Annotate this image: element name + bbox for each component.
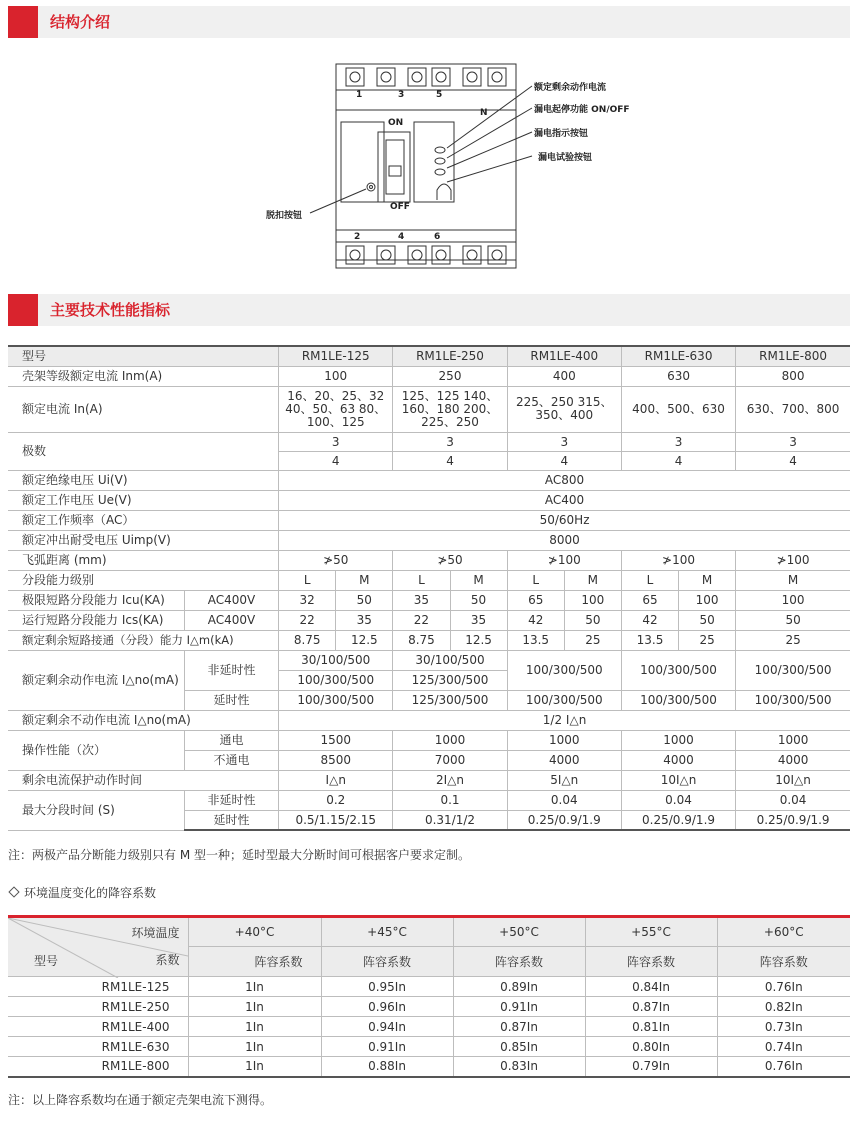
cell: 35: [336, 610, 393, 630]
section-header-structure: [8, 6, 850, 38]
table-row: [8, 1037, 850, 1057]
cell: 4: [621, 451, 735, 470]
cell: 0.81In: [585, 1017, 717, 1037]
terminal-label-1: 1: [356, 90, 363, 100]
cell: L: [507, 570, 564, 590]
row-label: 额定冲出耐受电压 Uimp(V): [8, 530, 279, 550]
cell: 通电: [184, 730, 278, 750]
callout-rated-residual: 额定剩余动作电流: [534, 83, 607, 93]
cell: M: [564, 570, 621, 590]
temp-label: 环境温度: [131, 926, 180, 940]
cell: 25: [564, 630, 621, 650]
row-label: 极限短路分段能力 Icu(KA): [8, 590, 184, 610]
cell: 630、700、800: [736, 386, 850, 432]
header-model-400: RM1LE-400: [507, 346, 621, 366]
table-row: [8, 590, 850, 610]
header-model-125: RM1LE-125: [279, 346, 393, 366]
table-row: [8, 366, 850, 386]
row-label: 壳架等级额定电流 Inm(A): [8, 366, 279, 386]
cell: 8500: [279, 750, 393, 770]
row-label: 最大分段时间 (S): [8, 790, 184, 830]
cell: 1000: [507, 730, 621, 750]
cell: 400、500、630: [621, 386, 735, 432]
header-model-250: RM1LE-250: [393, 346, 507, 366]
cell: AC400: [279, 490, 850, 510]
cell: 0.04: [507, 790, 621, 810]
cell: 65: [507, 590, 564, 610]
cell: 2I△n: [393, 770, 507, 790]
header-model-630: RM1LE-630: [621, 346, 735, 366]
terminal-label-6: 6: [434, 232, 441, 242]
cell: 1In: [188, 997, 321, 1017]
cell: 10I△n: [621, 770, 735, 790]
cell: ≯100: [621, 550, 735, 570]
subhead: 阵容系数: [585, 947, 717, 977]
cell: AC400V: [184, 590, 278, 610]
table-row: [8, 730, 850, 750]
cell: 8.75: [393, 630, 450, 650]
cell: ≯100: [736, 550, 850, 570]
row-label: 分段能力级别: [8, 570, 279, 590]
cell: 16、20、25、32 40、50、63 80、100、125: [279, 386, 393, 432]
table-row: [8, 790, 850, 810]
cell: 0.96In: [321, 997, 453, 1017]
row-label: 额定绝缘电压 Ui(V): [8, 470, 279, 490]
cell: 0.84In: [585, 977, 717, 997]
cell: 0.2: [279, 790, 393, 810]
cell: 0.76In: [717, 977, 850, 997]
cell: 250: [393, 366, 507, 386]
table-row: [8, 570, 850, 590]
derate-title: 环境温度变化的降容系数: [24, 886, 157, 900]
table-row: [8, 510, 850, 530]
breaker-drawing: [0, 50, 850, 290]
cell: ≯50: [393, 550, 507, 570]
cell: 3: [507, 432, 621, 451]
cell: 1/2 I△n: [279, 710, 850, 730]
section-title: 结构介绍: [50, 13, 111, 31]
table-row: [8, 997, 850, 1017]
cell: L: [393, 570, 450, 590]
cell: 0.91In: [321, 1037, 453, 1057]
cell: 4: [279, 451, 393, 470]
subhead: 阵容系数: [717, 947, 850, 977]
cell: 125、125 140、160、180 200、225、250: [393, 386, 507, 432]
cell: 0.73In: [717, 1017, 850, 1037]
callout-leak-onoff: 漏电起停功能 ON/OFF: [534, 105, 630, 115]
cell: 65: [621, 590, 678, 610]
cell: 125/300/500: [393, 690, 507, 710]
table-row: [8, 1017, 850, 1037]
cell: 1In: [188, 1037, 321, 1057]
cell: 630: [621, 366, 735, 386]
cell: 100: [736, 590, 850, 610]
cell: M: [450, 570, 507, 590]
subhead: 阵容系数: [453, 947, 585, 977]
cell: 1000: [621, 730, 735, 750]
cell: 0.5/1.15/2.15: [279, 810, 393, 830]
cell: 100/300/500: [736, 690, 850, 710]
model-cell: RM1LE-250: [8, 997, 188, 1017]
table-row: [8, 917, 850, 947]
table-row: [8, 710, 850, 730]
cell: 0.79In: [585, 1057, 717, 1077]
cell: 0.25/0.9/1.9: [736, 810, 850, 830]
cell: AC800: [279, 470, 850, 490]
table-row: [8, 346, 850, 366]
cell: 22: [279, 610, 336, 630]
header-model: 型号: [8, 346, 279, 366]
table-row: [8, 386, 850, 432]
model-label: 型号: [34, 954, 59, 968]
row-label: 运行短路分段能力 Ics(KA): [8, 610, 184, 630]
cell: 3: [393, 432, 507, 451]
cell: 延时性: [184, 690, 278, 710]
cell: M: [679, 570, 736, 590]
model-cell: RM1LE-125: [8, 977, 188, 997]
temp-45: +45°C: [321, 917, 453, 947]
cell: 50: [336, 590, 393, 610]
cell: 0.94In: [321, 1017, 453, 1037]
subhead: 阵容系数: [188, 947, 321, 977]
temp-55: +55°C: [585, 917, 717, 947]
cell: 100/300/500: [279, 690, 393, 710]
cell: 1000: [736, 730, 850, 750]
terminal-label-5: 5: [436, 90, 443, 100]
cell: 0.74In: [717, 1037, 850, 1057]
spec-table: [8, 345, 850, 831]
cell: 50: [736, 610, 850, 630]
cell: 1In: [188, 1057, 321, 1077]
cell: 4: [736, 451, 850, 470]
section-accent-bar: [8, 294, 38, 326]
row-label: 剩余电流保护动作时间: [8, 770, 279, 790]
section-title: 主要技术性能指标: [50, 301, 171, 319]
cell: 10I△n: [736, 770, 850, 790]
table-row: [8, 470, 850, 490]
subhead: 阵容系数: [321, 947, 453, 977]
note-derate: 注：以上降容系数均在通于额定壳架电流下测得。: [8, 1093, 273, 1107]
diamond-icon: [8, 886, 19, 897]
off-label: OFF: [390, 202, 410, 212]
cell: 35: [450, 610, 507, 630]
cell: 不通电: [184, 750, 278, 770]
cell: 非延时性: [184, 790, 278, 810]
cell: 3: [621, 432, 735, 451]
cell: 225、250 315、350、400: [507, 386, 621, 432]
cell: 100/300/500: [621, 690, 735, 710]
terminal-label-4: 4: [398, 232, 405, 242]
cell: 50/60Hz: [279, 510, 850, 530]
temp-40: +40°C: [188, 917, 321, 947]
cell: 0.89In: [453, 977, 585, 997]
terminal-label-2: 2: [354, 232, 361, 242]
cell: 0.25/0.9/1.9: [621, 810, 735, 830]
table-row: [8, 610, 850, 630]
cell: 3: [279, 432, 393, 451]
table-row: [8, 490, 850, 510]
derate-heading: [8, 884, 156, 901]
row-label: 额定剩余短路接通（分段）能力 I△m(kA): [8, 630, 279, 650]
section-accent-bar: [8, 6, 38, 38]
cell: ≯100: [507, 550, 621, 570]
cell: 0.87In: [453, 1017, 585, 1037]
temp-60: +60°C: [717, 917, 850, 947]
temp-50: +50°C: [453, 917, 585, 947]
cell: L: [279, 570, 336, 590]
row-label: 额定工作电压 Ue(V): [8, 490, 279, 510]
cell: 32: [279, 590, 336, 610]
cell: M: [736, 570, 850, 590]
model-cell: RM1LE-400: [8, 1017, 188, 1037]
cell: 延时性: [184, 810, 278, 830]
callout-trip-button: 脱扣按钮: [266, 211, 303, 221]
cell: 0.25/0.9/1.9: [507, 810, 621, 830]
cell: 4000: [507, 750, 621, 770]
cell: 12.5: [336, 630, 393, 650]
cell: 3: [736, 432, 850, 451]
cell: 0.04: [621, 790, 735, 810]
cell: 0.1: [393, 790, 507, 810]
cell: 100: [564, 590, 621, 610]
section-header-specs: [8, 294, 850, 326]
cell: I△n: [279, 770, 393, 790]
cell: 0.88In: [321, 1057, 453, 1077]
cell: 8.75: [279, 630, 336, 650]
cell: 0.80In: [585, 1037, 717, 1057]
header-model-800: RM1LE-800: [736, 346, 850, 366]
row-label: 额定工作频率（AC）: [8, 510, 279, 530]
table-row: [8, 432, 850, 451]
cell: M: [336, 570, 393, 590]
table-row: [8, 530, 850, 550]
cell: 30/100/500: [279, 650, 393, 670]
cell: 13.5: [507, 630, 564, 650]
table-row: [8, 630, 850, 650]
model-cell: RM1LE-800: [8, 1057, 188, 1077]
cell: 4000: [621, 750, 735, 770]
cell: 50: [564, 610, 621, 630]
cell: 0.91In: [453, 997, 585, 1017]
cell: 42: [507, 610, 564, 630]
cell: 35: [393, 590, 450, 610]
cell: ≯50: [279, 550, 393, 570]
cell: 0.87In: [585, 997, 717, 1017]
terminal-label-3: 3: [398, 90, 405, 100]
table-row: [8, 977, 850, 997]
cell: 100/300/500: [621, 650, 735, 690]
cell: 1In: [188, 1017, 321, 1037]
cell: 5I△n: [507, 770, 621, 790]
cell: 30/100/500: [393, 650, 507, 670]
row-label: 额定电流 In(A): [8, 386, 279, 432]
cell: AC400V: [184, 610, 278, 630]
row-label: 操作性能（次）: [8, 730, 184, 770]
table-row: [8, 770, 850, 790]
cell: 400: [507, 366, 621, 386]
cell: 4: [393, 451, 507, 470]
cell: 0.85In: [453, 1037, 585, 1057]
derate-table: [8, 915, 850, 1078]
cell: 100/300/500: [279, 670, 393, 690]
cell: 100: [679, 590, 736, 610]
row-label: 额定剩余动作电流 I△no(mA): [8, 650, 184, 710]
coef-label: 系数: [155, 953, 180, 967]
cell: 4000: [736, 750, 850, 770]
cell: 0.76In: [717, 1057, 850, 1077]
breaker-diagram: [0, 50, 850, 290]
cell: 非延时性: [184, 650, 278, 690]
cell: 7000: [393, 750, 507, 770]
callout-leak-indicator: 漏电指示按钮: [534, 129, 589, 139]
row-label: 飞弧距离 (mm): [8, 550, 279, 570]
note-breaking-capacity: 注：两极产品分断能力级别只有 M 型一种；延时型最大分断时间可根据客户要求定制。: [8, 848, 470, 862]
cell: 25: [679, 630, 736, 650]
model-cell: RM1LE-630: [8, 1037, 188, 1057]
neutral-label: N: [480, 108, 488, 118]
cell: 100/300/500: [507, 690, 621, 710]
cell: 42: [621, 610, 678, 630]
cell: 25: [736, 630, 850, 650]
cell: 0.04: [736, 790, 850, 810]
row-label: 极数: [8, 432, 279, 470]
cell: 0.95In: [321, 977, 453, 997]
cell: 125/300/500: [393, 670, 507, 690]
cell: 0.82In: [717, 997, 850, 1017]
cell: 0.31/1/2: [393, 810, 507, 830]
cell: 100: [279, 366, 393, 386]
on-label: ON: [388, 118, 404, 128]
cell: 50: [679, 610, 736, 630]
callout-leak-test: 漏电试验按钮: [538, 153, 593, 163]
table-row: [8, 1057, 850, 1077]
table-row: [8, 550, 850, 570]
cell: 800: [736, 366, 850, 386]
cell: 100/300/500: [736, 650, 850, 690]
cell: 50: [450, 590, 507, 610]
cell: 1500: [279, 730, 393, 750]
cell: 1In: [188, 977, 321, 997]
table-row: [8, 650, 850, 670]
cell: 0.83In: [453, 1057, 585, 1077]
cell: 8000: [279, 530, 850, 550]
cell: 13.5: [621, 630, 678, 650]
cell: 1000: [393, 730, 507, 750]
cell: 100/300/500: [507, 650, 621, 690]
cell: 12.5: [450, 630, 507, 650]
cell: L: [621, 570, 678, 590]
diagonal-header: [8, 917, 188, 977]
cell: 4: [507, 451, 621, 470]
cell: 22: [393, 610, 450, 630]
row-label: 额定剩余不动作电流 I△no(mA): [8, 710, 279, 730]
